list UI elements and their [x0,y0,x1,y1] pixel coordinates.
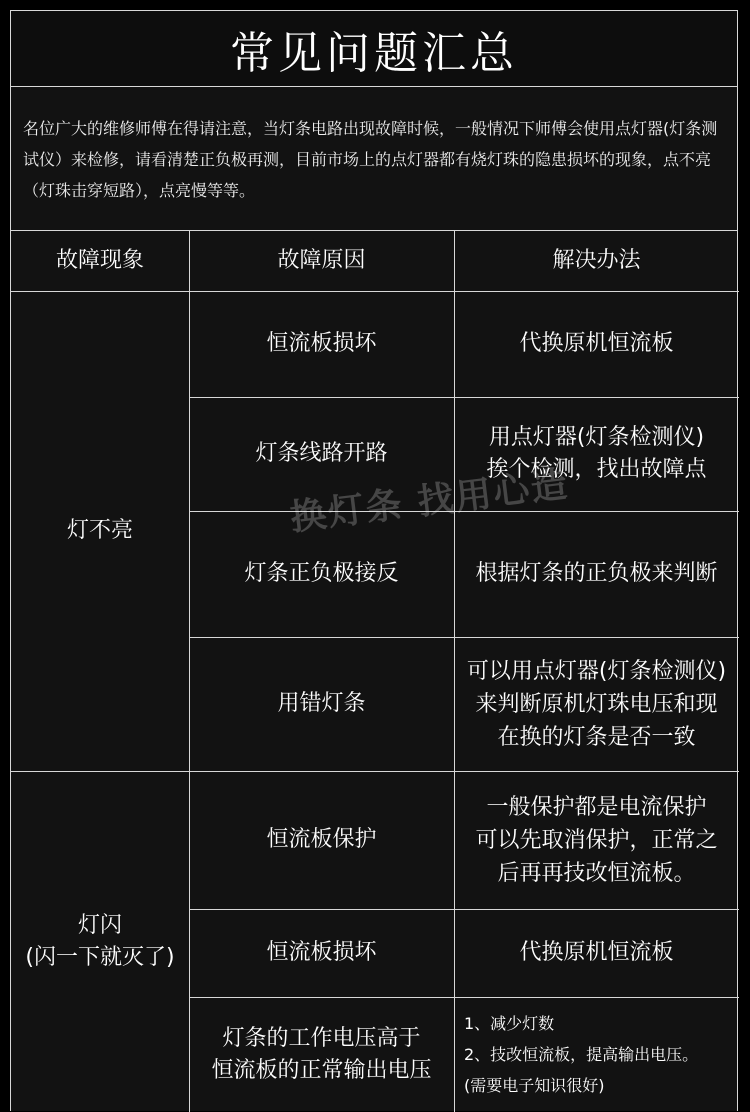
symptom-label: 灯闪 [77,912,122,938]
symptom-sublabel: (闪一下就灭了) [25,944,175,970]
cause-cell: 恒流板保护 [266,827,377,852]
header-cause: 故障原因 [277,248,366,273]
column-divider [189,231,190,1112]
solution-cell: 根据灯条的正负极来判断 [475,561,718,586]
row-divider [189,997,739,998]
column-divider [454,231,455,1112]
solution-cell: 代换原机恒流板 [519,331,674,356]
row-divider [11,771,739,772]
row-divider [189,397,739,398]
cause-cell: 恒流板损坏 [266,940,377,965]
row-divider [189,637,739,638]
faq-table [10,10,738,1111]
symptom-cell-flicker [11,771,189,1112]
header-solution: 解决办法 [552,248,641,273]
solution-cell: 1、减少灯数 2、技改恒流板，提高输出电压。 (需要电子知识很好) [464,1014,699,1095]
solution-cell: 代换原机恒流板 [519,940,674,965]
cause-cell: 恒流板损坏 [266,331,377,356]
cause-cell: 灯条的工作电压高于 恒流板的正常输出电压 [211,1025,432,1083]
header-symptom: 故障现象 [55,248,144,273]
solution-cell: 用点灯器(灯条检测仪) 挨个检测，找出故障点 [486,425,707,482]
symptom-cell-no-light: 灯不亮 [66,518,133,543]
solution-cell: 可以用点灯器(灯条检测仪) 来判断原机灯珠电压和现 在换的灯条是否一致 [466,658,727,750]
cause-cell: 用错灯条 [277,691,366,716]
page-title: 常见问题汇总 [11,11,737,87]
cause-cell: 灯条线路开路 [255,441,388,466]
row-divider [11,291,739,292]
solution-cell: 一般保护都是电流保护 可以先取消保护，正常之 后再再技改恒流板。 [475,794,718,886]
intro-paragraph: 名位广大的维修师傅在得请注意，当灯条电路出现故障时候，一般情况下师傅会使用点灯器(灯条测试仪）来检修，请看清楚正负极再测，目前市场上的点灯器都有烧灯珠的隐患损坏的现象，点不亮（灯珠击穿短路），点亮慢等等。 [11,87,737,231]
row-divider [189,909,739,910]
watermark: 换灯条 找用心造 [287,464,572,539]
cause-cell: 灯条正负极接反 [244,561,399,586]
